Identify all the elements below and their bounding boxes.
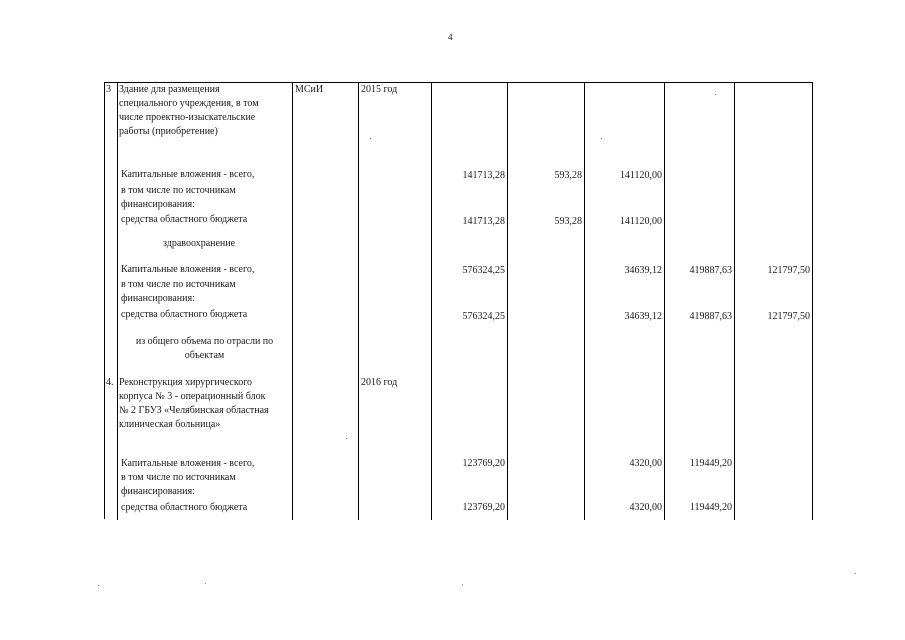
total-value: 576324,25	[462, 265, 505, 276]
client-cell: МСиИ	[295, 84, 324, 95]
value-2014: 593,28	[554, 216, 582, 227]
value-2014: 593,28	[554, 170, 582, 181]
object-name-line: клиническая больница»	[119, 419, 221, 430]
value-2015: 4320,00	[629, 502, 662, 513]
sources-label-line: в том числе по источникам	[121, 472, 236, 483]
section-label: здравоохранение	[163, 238, 236, 249]
value-2015: 34639,12	[624, 265, 662, 276]
object-name-line: специального учреждения, в том	[119, 98, 259, 109]
sources-label-line: финансирования:	[121, 486, 195, 497]
column-divider	[292, 82, 293, 520]
column-divider	[664, 82, 665, 520]
value-2015: 141120,00	[619, 170, 662, 181]
column-divider	[117, 82, 118, 520]
objects-label-line: объектам	[184, 350, 225, 361]
sources-label-line: в том числе по источникам	[121, 185, 236, 196]
total-value: 141713,28	[462, 170, 505, 181]
value-2016: 119449,20	[689, 502, 732, 513]
row-number: 3	[106, 84, 111, 95]
total-value: 123769,20	[462, 458, 505, 469]
value-2016: 419887,63	[689, 311, 732, 322]
column-divider	[431, 82, 432, 520]
total-value: 141713,28	[462, 216, 505, 227]
object-name-line: работы (приобретение)	[119, 126, 218, 137]
row-number: 4.	[106, 377, 114, 388]
objects-label-line: из общего объема по отрасли по	[135, 336, 274, 347]
scan-speck	[601, 138, 602, 139]
page-number: 4	[448, 32, 453, 42]
value-2017: 121797,50	[767, 265, 810, 276]
value-2015: 4320,00	[629, 458, 662, 469]
capital-investment-label: Капитальные вложения - всего,	[121, 458, 255, 469]
object-name-line: Реконструкция хирургического	[119, 377, 253, 388]
regional-budget-label: средства областного бюджета	[121, 214, 248, 225]
sources-label-line: финансирования:	[121, 293, 195, 304]
scan-speck	[462, 584, 463, 585]
value-2015: 141120,00	[619, 216, 662, 227]
column-divider	[358, 82, 359, 520]
capital-investment-label: Капитальные вложения - всего,	[121, 264, 255, 275]
column-divider	[734, 82, 735, 520]
column-divider	[812, 82, 813, 520]
object-name-line: числе проектно-изыскательские	[119, 112, 256, 123]
regional-budget-label: средства областного бюджета	[121, 502, 248, 513]
year-cell: 2016 год	[361, 377, 398, 388]
scan-speck	[715, 94, 716, 95]
object-name-line: Здание для размещения	[119, 84, 220, 95]
total-value: 123769,20	[462, 502, 505, 513]
object-name-line: корпуса № 3 - операционный блок	[119, 391, 266, 402]
sources-label-line: финансирования:	[121, 199, 195, 210]
scan-speck	[855, 573, 856, 574]
regional-budget-label: средства областного бюджета	[121, 309, 248, 320]
object-name-line: № 2 ГБУЗ «Челябинская областная	[119, 405, 269, 416]
column-divider	[507, 82, 508, 520]
value-2017: 121797,50	[767, 311, 810, 322]
table-frame	[104, 82, 813, 519]
scan-speck	[370, 138, 371, 139]
total-value: 576324,25	[462, 311, 505, 322]
capital-investment-label: Капитальные вложения - всего,	[121, 169, 255, 180]
value-2016: 419887,63	[689, 265, 732, 276]
sources-label-line: в том числе по источникам	[121, 279, 236, 290]
year-cell: 2015 год	[361, 84, 398, 95]
value-2016: 119449,20	[689, 458, 732, 469]
value-2015: 34639,12	[624, 311, 662, 322]
column-divider	[584, 82, 585, 520]
scan-speck	[205, 583, 206, 584]
scan-speck	[346, 438, 347, 439]
scan-speck	[98, 585, 99, 586]
